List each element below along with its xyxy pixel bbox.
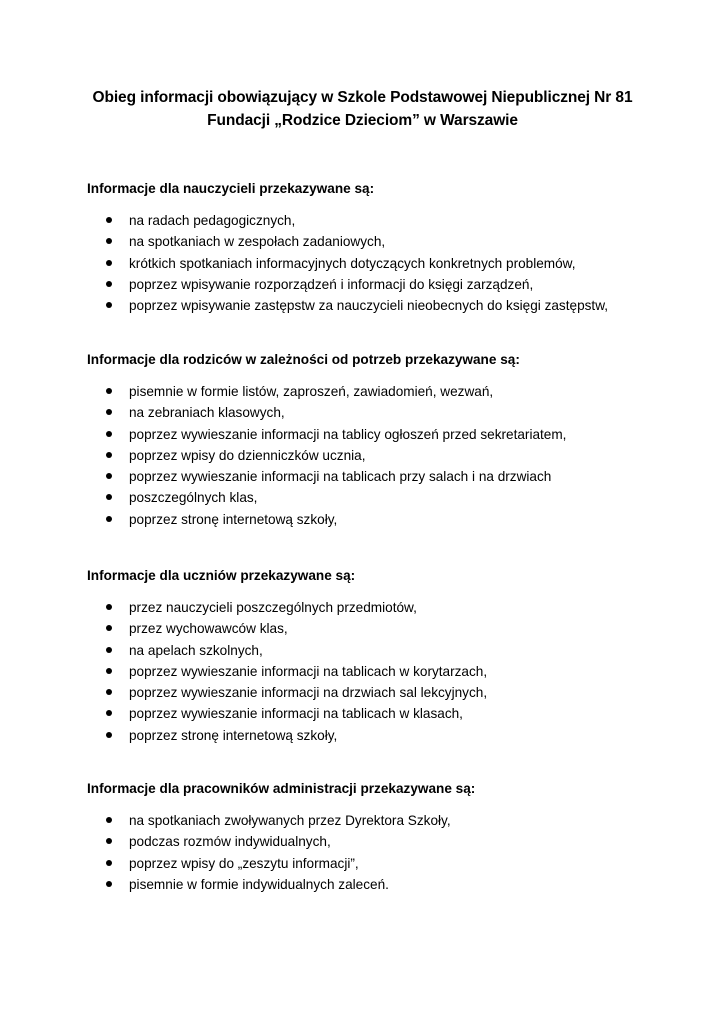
list-item-text: poprzez wywieszanie informacji na tablicach w klasach, <box>129 706 463 722</box>
document-title <box>60 86 665 132</box>
bullet-list <box>87 381 687 530</box>
list-item-text: poszczególnych klas, <box>129 490 258 506</box>
list-item <box>87 253 687 274</box>
title-line-2: Fundacji „Rodzice Dzieciom” w Warszawie <box>207 112 518 129</box>
list-item-text: przez wychowawców klas, <box>129 621 288 637</box>
bullet-icon <box>106 409 112 415</box>
list-item <box>87 661 687 682</box>
list-item <box>87 597 687 618</box>
list-item <box>87 853 687 874</box>
list-item <box>87 381 687 402</box>
list-item-text: poprzez wpisywanie zastępstw za nauczycieli nieobecnych do księgi zastępstw, <box>129 298 609 314</box>
bullet-icon <box>106 817 112 823</box>
bullet-icon <box>106 860 112 866</box>
bullet-icon <box>106 302 112 308</box>
list-item <box>87 274 687 295</box>
list-item <box>87 402 687 423</box>
bullet-icon <box>106 838 112 844</box>
list-item <box>87 424 687 445</box>
bullet-icon <box>106 452 112 458</box>
list-item-text: poprzez stronę internetową szkoły, <box>129 511 338 527</box>
list-item-text: poprzez wywieszanie informacji na tablicach przy salach i na drzwiach <box>129 469 552 485</box>
list-item <box>87 445 687 466</box>
section-heading: Informacje dla uczniów przekazywane są: <box>87 568 356 583</box>
bullet-list <box>87 210 687 316</box>
list-item-text: poprzez wywieszanie informacji na tablicy ogłoszeń przed sekretariatem, <box>129 426 567 442</box>
list-item <box>87 703 687 724</box>
bullet-icon <box>106 668 112 674</box>
section-heading: Informacje dla rodziców w zależności od potrzeb przekazywane są: <box>87 352 520 367</box>
list-item-text: przez nauczycieli poszczególnych przedmiotów, <box>129 600 417 615</box>
bullet-icon <box>106 431 112 437</box>
list-item <box>87 682 687 703</box>
bullet-icon <box>106 604 112 610</box>
bullet-icon <box>106 473 112 479</box>
bullet-list <box>87 810 687 895</box>
bullet-icon <box>106 388 112 394</box>
bullet-icon <box>106 625 112 631</box>
section-parents <box>87 349 687 530</box>
bullet-icon <box>106 260 112 266</box>
section-students <box>87 565 687 746</box>
list-item-text: poprzez wpisy do „zeszytu informacji”, <box>129 855 359 871</box>
list-item-text: poprzez wpisywanie rozporządzeń i informacji do księgi zarządzeń, <box>129 276 534 292</box>
list-item <box>87 618 687 639</box>
list-item <box>87 831 687 852</box>
bullet-icon <box>106 732 112 738</box>
bullet-icon <box>106 647 112 653</box>
list-item-text: podczas rozmów indywidualnych, <box>129 834 331 850</box>
section-heading: Informacje dla nauczycieli przekazywane są: <box>87 181 375 196</box>
bullet-icon <box>106 217 112 223</box>
bullet-icon <box>106 516 112 522</box>
list-item <box>87 466 687 487</box>
list-item <box>87 210 687 231</box>
bullet-icon <box>106 881 112 887</box>
list-item <box>87 640 687 661</box>
list-item-text: poprzez wywieszanie informacji na tablicach w korytarzach, <box>129 663 488 679</box>
list-item <box>87 725 687 746</box>
list-item-text: pisemnie w formie indywidualnych zaleceń. <box>129 876 389 892</box>
list-item-text: poprzez stronę internetową szkoły, <box>129 727 338 743</box>
list-item <box>87 509 687 530</box>
list-item-text: na spotkaniach w zespołach zadaniowych, <box>129 234 386 250</box>
bullet-icon <box>106 689 112 695</box>
bullet-icon <box>106 710 112 716</box>
list-item <box>87 810 687 831</box>
list-item-text: pisemnie w formie listów, zaproszeń, zawiadomień, wezwań, <box>129 384 494 399</box>
title-line-1: Obieg informacji obowiązujący w Szkole Podstawowej Niepublicznej Nr 81 <box>92 89 633 106</box>
list-item-text: na zebraniach klasowych, <box>129 405 285 421</box>
list-item <box>87 487 687 508</box>
list-item <box>87 231 687 252</box>
list-item <box>87 295 687 316</box>
section-administration <box>87 778 687 895</box>
bullet-icon <box>106 238 112 244</box>
bullet-icon <box>106 281 112 287</box>
list-item-text: na radach pedagogicznych, <box>129 213 296 228</box>
list-item-text: poprzez wywieszanie informacji na drzwiach sal lekcyjnych, <box>129 685 488 701</box>
bullet-icon <box>106 494 112 500</box>
bullet-list <box>87 597 687 746</box>
list-item-text: krótkich spotkaniach informacyjnych dotyczących konkretnych problemów, <box>129 255 576 271</box>
list-item-text: na apelach szkolnych, <box>129 642 263 658</box>
list-item <box>87 874 687 895</box>
section-heading: Informacje dla pracowników administracji przekazywane są: <box>87 781 476 796</box>
list-item-text: poprzez wpisy do dzienniczków ucznia, <box>129 447 366 463</box>
section-teachers <box>87 178 687 316</box>
list-item-text: na spotkaniach zwoływanych przez Dyrektora Szkoły, <box>129 813 451 828</box>
